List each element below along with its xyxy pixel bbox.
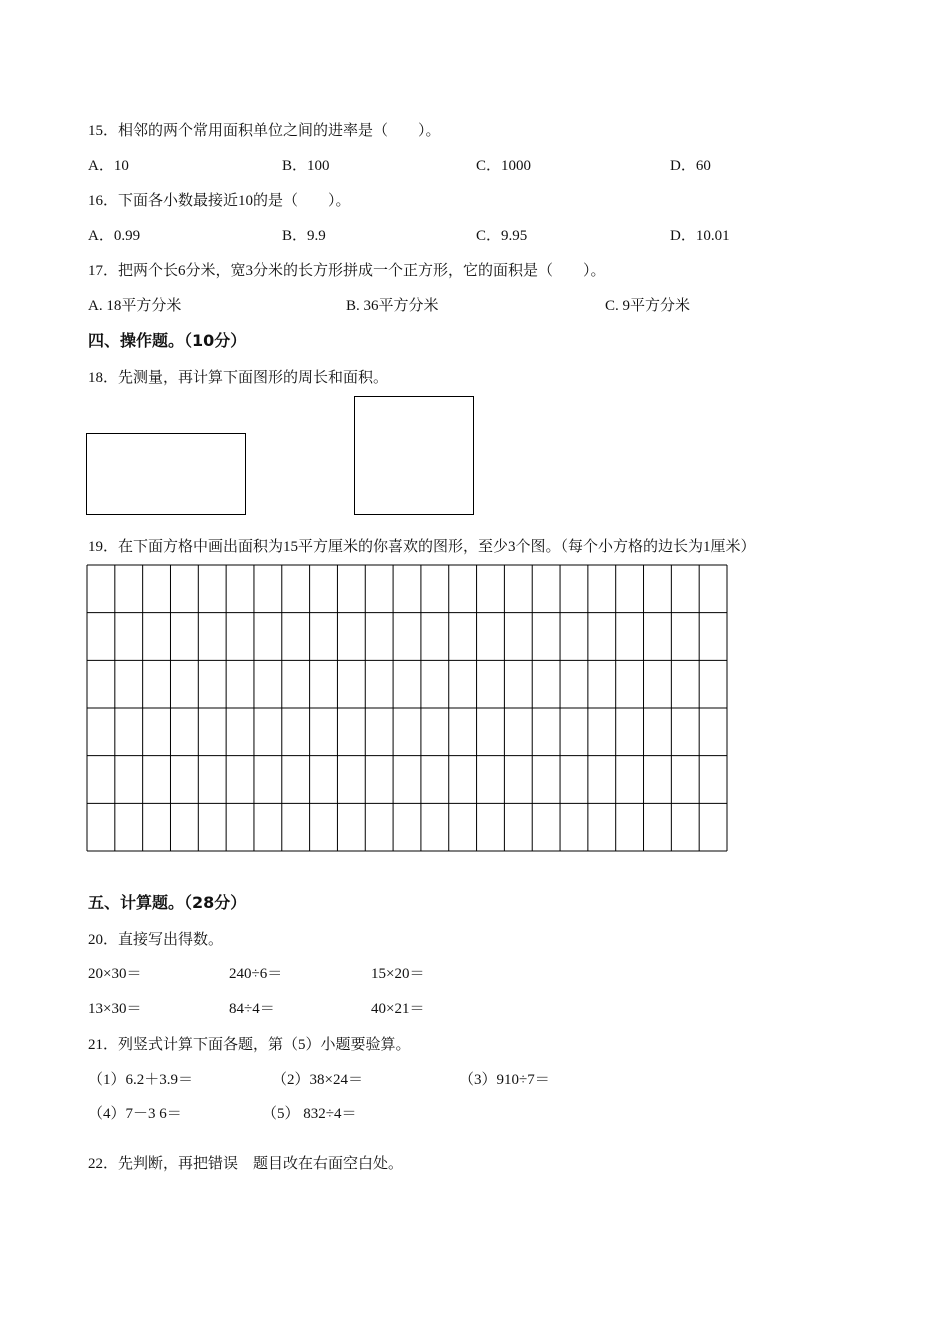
question-22-text: 22．先判断，再把错误 题目改在右面空白处。	[88, 1156, 404, 1172]
q21-item-4: （4）7－3 6＝	[88, 1106, 182, 1122]
rectangle-figure	[86, 433, 246, 515]
question-15-text: 15．相邻的两个常用面积单位之间的进率是（ ）。	[88, 123, 441, 139]
q17-option-b[interactable]: B. 36平方分米	[346, 298, 439, 314]
drawing-grid[interactable]	[86, 564, 728, 852]
question-17-text: 17．把两个长6分米，宽3分米的长方形拼成一个正方形，它的面积是（ ）。	[88, 263, 606, 279]
q20-item-1: 20×30＝	[88, 966, 142, 982]
q17-option-a[interactable]: A. 18平方分米	[88, 298, 182, 314]
q20-item-3: 15×20＝	[371, 966, 425, 982]
q15-option-a[interactable]: A．10	[88, 158, 129, 174]
q20-item-4: 13×30＝	[88, 1001, 142, 1017]
square-figure	[354, 396, 474, 515]
section-5-title: 五、计算题。（28分）	[88, 893, 247, 912]
q15-option-b[interactable]: B．100	[282, 158, 330, 174]
q16-option-d[interactable]: D．10.01	[670, 228, 730, 244]
question-19-text: 19．在下面方格中画出面积为15平方厘米的你喜欢的图形，至少3个图。（每个小方格的边长为1厘米）	[88, 539, 756, 555]
q21-item-3: （3）910÷7＝	[459, 1072, 550, 1088]
q17-option-c[interactable]: C. 9平方分米	[605, 298, 691, 314]
q21-item-5: （5） 832÷4＝	[262, 1106, 357, 1122]
q16-option-c[interactable]: C．9.95	[476, 228, 528, 244]
q16-option-b[interactable]: B．9.9	[282, 228, 326, 244]
section-4-title: 四、操作题。（10分）	[88, 331, 247, 350]
q21-item-1: （1）6.2＋3.9＝	[88, 1072, 194, 1088]
q20-item-2: 240÷6＝	[229, 966, 283, 982]
q20-item-5: 84÷4＝	[229, 1001, 275, 1017]
q21-item-2: （2）38×24＝	[272, 1072, 363, 1088]
question-20-text: 20．直接写出得数。	[88, 932, 224, 948]
question-21-text: 21．列竖式计算下面各题，第（5）小题要验算。	[88, 1037, 411, 1053]
q16-option-a[interactable]: A．0.99	[88, 228, 141, 244]
q20-item-6: 40×21＝	[371, 1001, 425, 1017]
q15-option-c[interactable]: C．1000	[476, 158, 532, 174]
q15-option-d[interactable]: D．60	[670, 158, 711, 174]
question-16-text: 16．下面各小数最接近10的是（ ）。	[88, 193, 351, 209]
question-18-text: 18．先测量，再计算下面图形的周长和面积。	[88, 370, 389, 386]
